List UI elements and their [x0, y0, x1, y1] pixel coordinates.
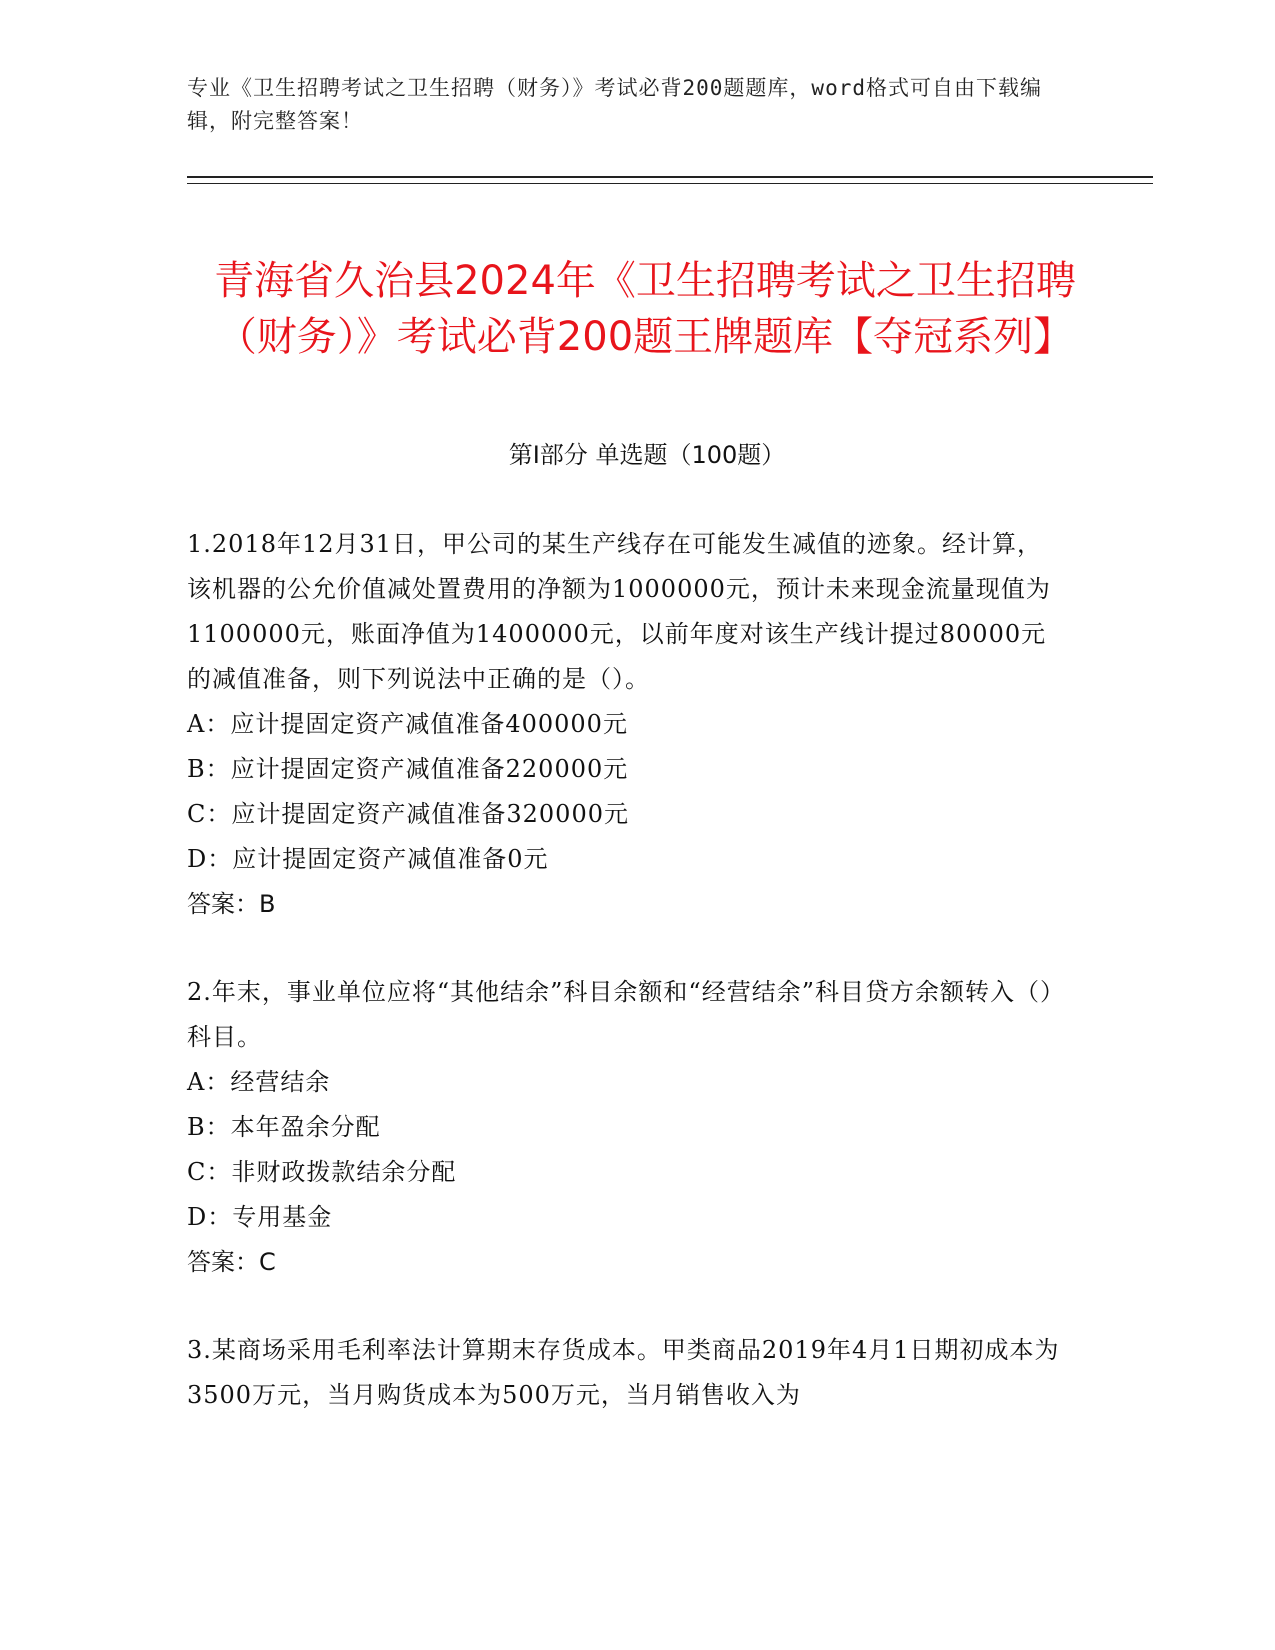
question-stem: 2.年末，事业单位应将“其他结余”科目余额和“经营结余”科目贷方余额转入（）科目。 — [187, 978, 1065, 1051]
answer: 答案：B — [187, 890, 276, 918]
section-heading: 第I部分 单选题（100题） — [508, 441, 786, 469]
option-c: C：非财政拨款结余分配 — [187, 1158, 457, 1186]
question-list — [187, 522, 1067, 1461]
header-divider-thin — [187, 183, 1153, 184]
option-a: A：经营结余 — [187, 1068, 331, 1096]
option-d: D：专用基金 — [187, 1203, 333, 1231]
header-note: 专业《卫生招聘考试之卫生招聘（财务）》考试必背200题题库，word格式可自由下载编辑，附完整答案！ — [187, 76, 1042, 133]
question-3 — [187, 1328, 1067, 1418]
option-b: B：本年盈余分配 — [187, 1113, 381, 1141]
option-c: C：应计提固定资产减值准备320000元 — [187, 800, 629, 828]
question-1 — [187, 522, 1067, 927]
question-stem: 1.2018年12月31日，甲公司的某生产线存在可能发生减值的迹象。经计算，该机器的公允价值减处置费用的净额为1000000元，预计未来现金流量现值为1100000元，账面净值为1400000元，以前年度对该生产线计提过80000元的减值准备，则下列说法中正确的是（）。 — [187, 530, 1051, 693]
option-a: A：应计提固定资产减值准备400000元 — [187, 710, 628, 738]
answer: 答案：C — [187, 1248, 276, 1276]
question-stem: 3.某商场采用毛利率法计算期末存货成本。甲类商品2019年4月1日期初成本为3500万元，当月购货成本为500万元，当月销售收入为 — [187, 1336, 1060, 1409]
option-b: B：应计提固定资产减值准备220000元 — [187, 755, 629, 783]
document-title: 青海省久治县2024年《卫生招聘考试之卫生招聘（财务）》考试必背200题王牌题库【夺冠系列】 — [214, 257, 1076, 360]
header-divider-thick — [187, 176, 1153, 178]
option-d: D：应计提固定资产减值准备0元 — [187, 845, 549, 873]
question-2 — [187, 970, 1067, 1285]
